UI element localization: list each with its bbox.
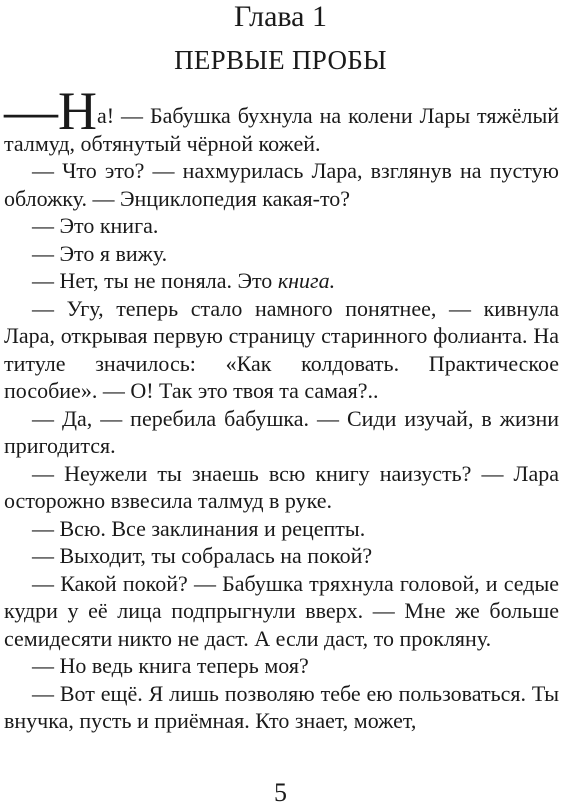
paragraph-text: а! — Бабушка бухнула на колени Лары тяжёлый талмуд, обтянутый чёрной кожей. [4, 103, 559, 156]
paragraph: — Что это? — нахмурилась Лара, взглянув на пустую обложку. — Энциклопедия какая-то? [4, 158, 559, 211]
paragraph: — Да, — перебила бабушка. — Сиди изучай, в жизни пригодится. [4, 405, 559, 458]
paragraph [4, 81, 559, 157]
paragraph: — Выходит, ты собралась на покой? [32, 543, 373, 568]
paragraph: — Это книга. [32, 213, 159, 238]
chapter-heading: Глава 1 [234, 0, 327, 33]
drop-cap: —Н [4, 81, 97, 141]
page-number: 5 [274, 778, 287, 807]
paragraph: — Угу, теперь стало намного понятнее, — кивнула Лара, открывая первую страницу старинного фолианта. На титуле значилось: «Как колдовать. Практическое пособие». — О! Так это твоя та самая?.. [4, 295, 559, 403]
body-text [4, 81, 559, 735]
chapter-title: ПЕРВЫЕ ПРОБЫ [174, 45, 387, 75]
paragraph: — Это я вижу. [32, 240, 168, 266]
paragraph-text: — Нет, ты не поняла. Это [32, 268, 278, 293]
paragraph: — Какой покой? — Бабушка тряхнула головой, и седые кудри у её лица подпрыгнули вверх. — Мне же больше семидесяти никто не даст. А если даст, то прокляну. [4, 570, 559, 651]
paragraph: — Неужели ты знаешь всю книгу наизусть? — Лара осторожно взвесила талмуд в руке. [4, 460, 559, 513]
paragraph [4, 267, 559, 295]
paragraph: — Вот ещё. Я лишь позволяю тебе ею пользоваться. Ты внучка, пусть и приёмная. Кто знает, может, [4, 680, 559, 733]
emphasis-text: книга. [277, 268, 336, 293]
paragraph: — Но ведь книга теперь моя? [32, 653, 309, 678]
paragraph: — Всю. Все заклинания и рецепты. [32, 515, 366, 541]
